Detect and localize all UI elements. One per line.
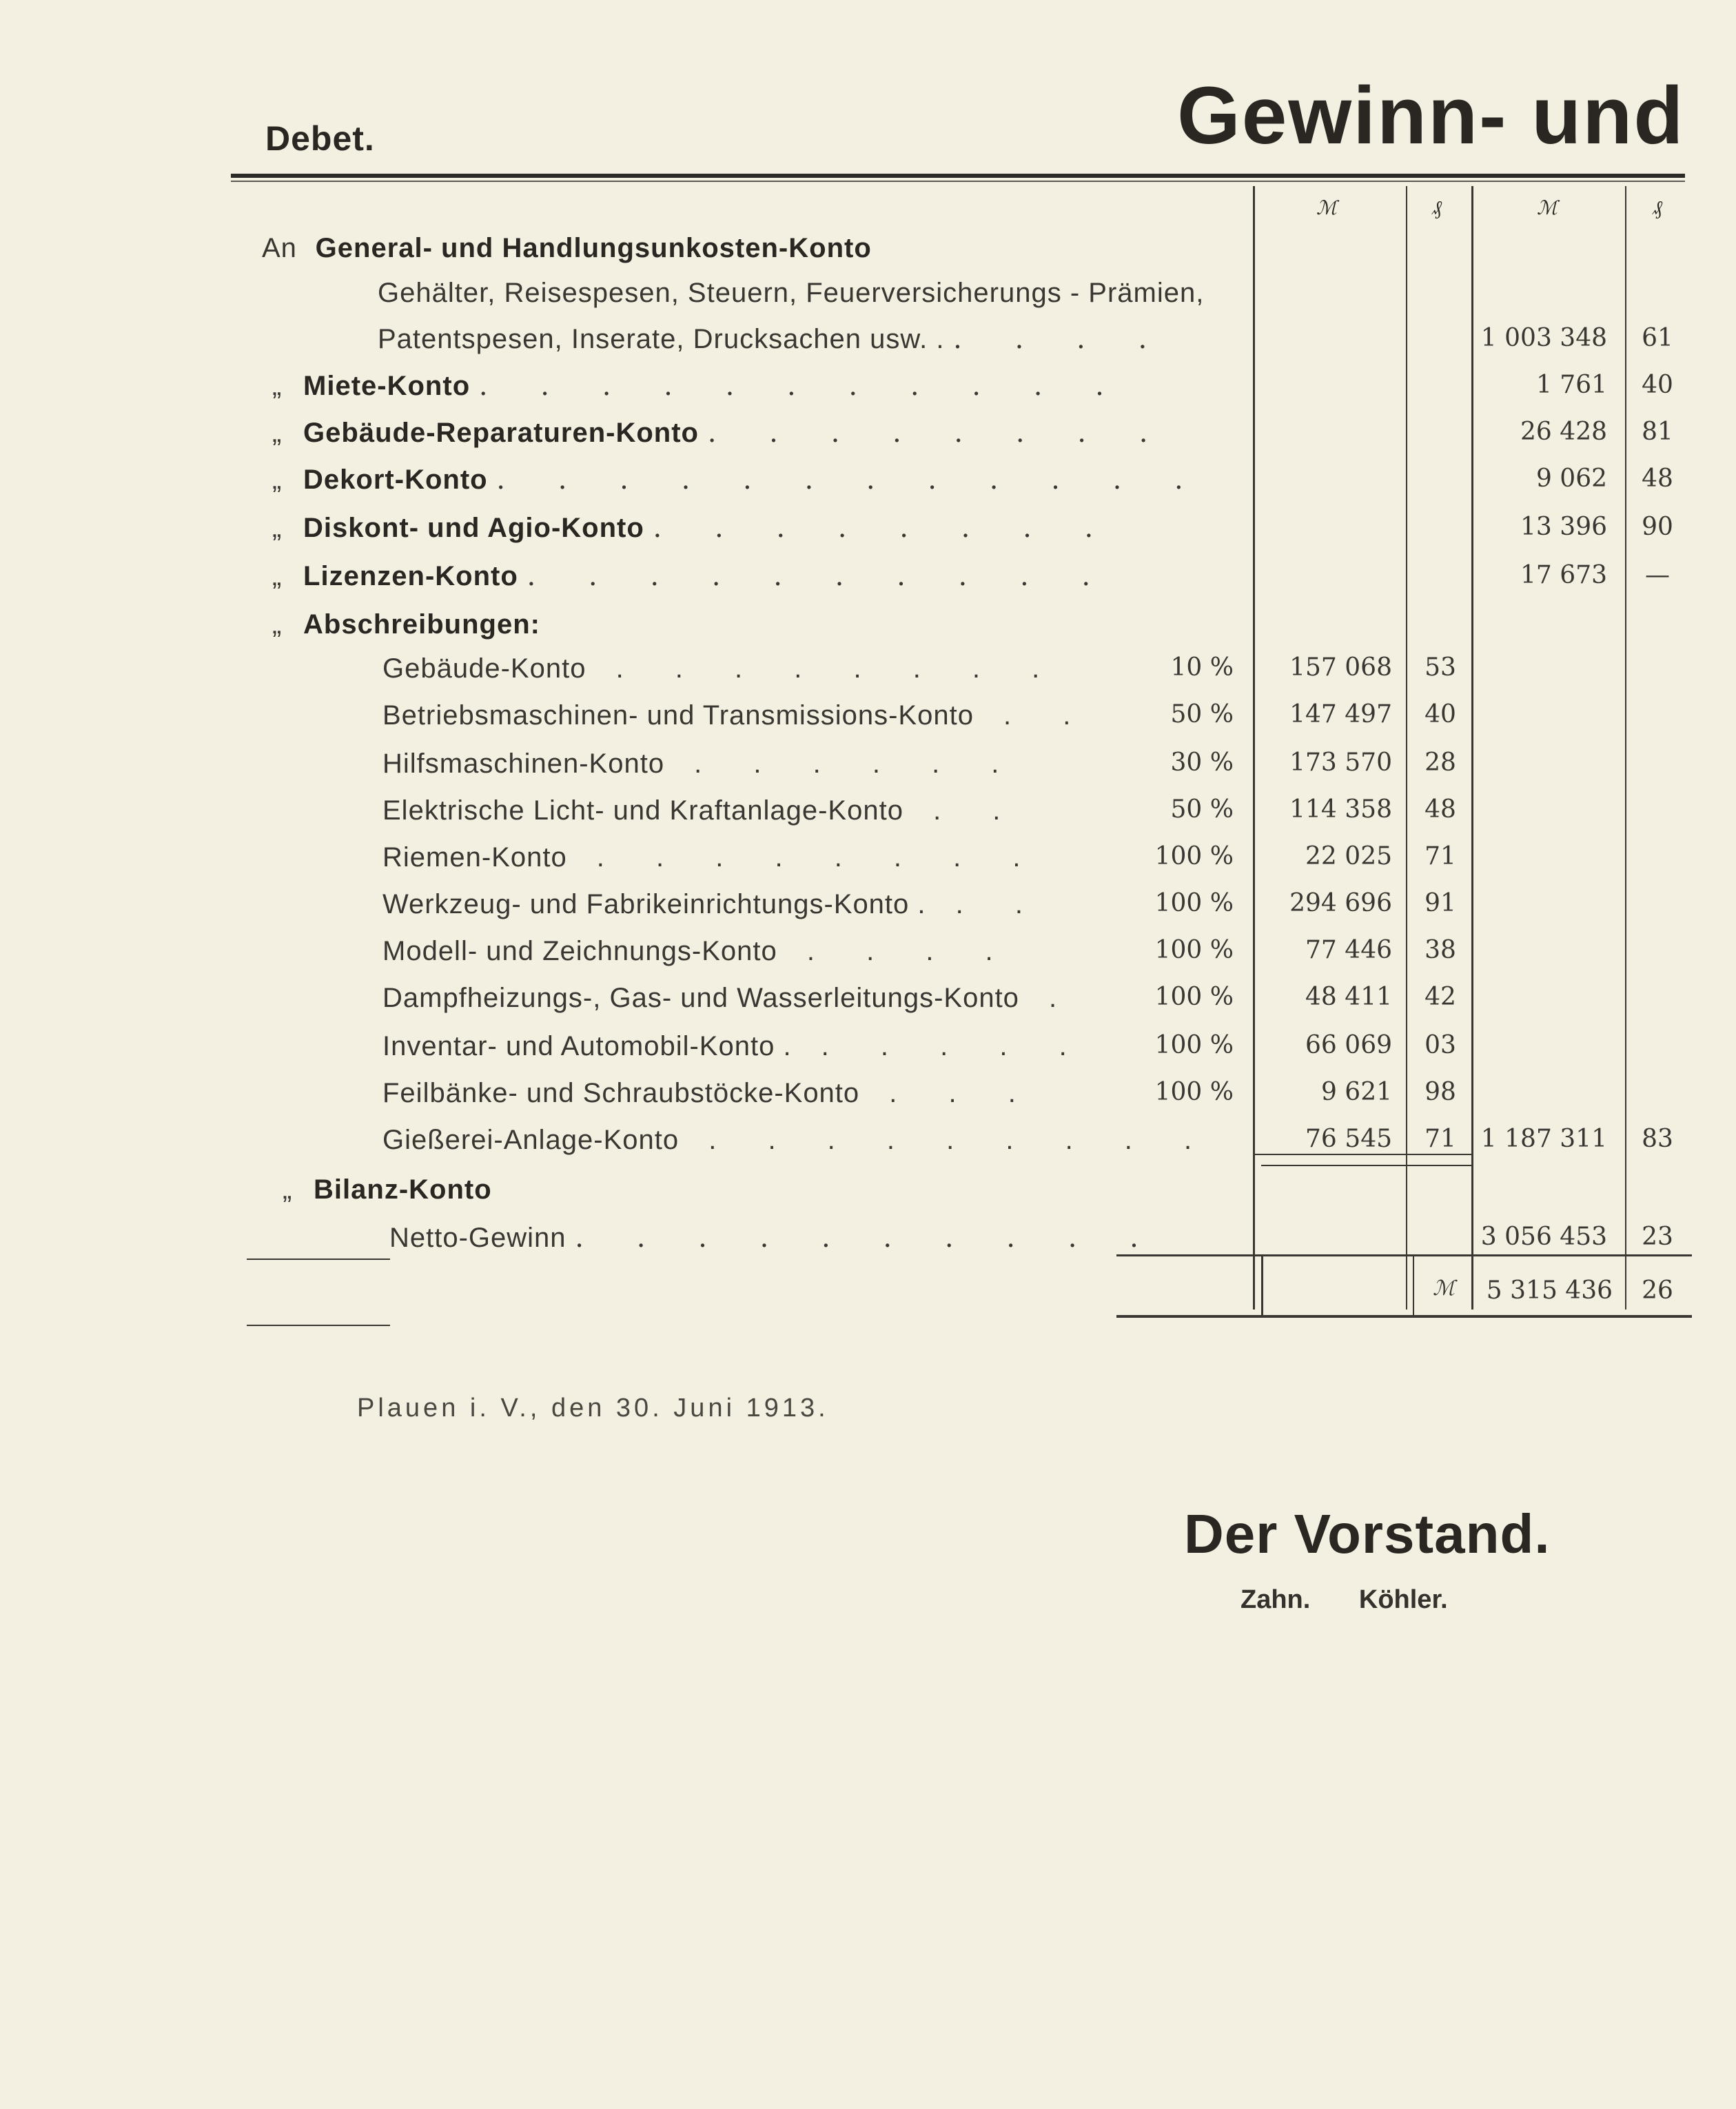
- entry-account: Lizenzen-Konto: [303, 561, 518, 591]
- entry-netto-gewinn: [389, 1217, 1161, 1259]
- dep-pf: 28: [1424, 748, 1456, 777]
- debit-label: Debet.: [265, 119, 375, 158]
- entry-account: General- und Handlungsunkosten-Konto: [315, 233, 872, 263]
- dep-rate: 30 %: [1170, 748, 1234, 777]
- dep-rate: 100 %: [1154, 842, 1234, 870]
- entry-miete: [272, 365, 1126, 407]
- dep-name: [382, 884, 1045, 925]
- entry-account: Abschreibungen:: [303, 609, 540, 640]
- leader-dots: .: [1019, 983, 1079, 1013]
- left-rule-2: [247, 1325, 390, 1326]
- dep-label: Betriebsmaschinen- und Transmissions-Konto: [382, 700, 974, 731]
- pfennig-header-1: ₰: [1432, 196, 1442, 219]
- entry-prefix: „: [272, 465, 283, 495]
- entry-account: Dekort-Konto: [303, 465, 488, 495]
- leader-dots: . . . . . . . .: [653, 512, 1116, 544]
- dep-pf: 71: [1424, 842, 1456, 870]
- col-line-4: [1625, 186, 1626, 1310]
- dep-pf: 91: [1424, 889, 1456, 917]
- mark-header-2: ℳ: [1537, 196, 1558, 219]
- subtotal-rule: [1253, 1154, 1473, 1155]
- dep-label: Elektrische Licht- und Kraftanlage-Konto: [382, 795, 903, 826]
- dep-mark: 76 545: [1305, 1125, 1392, 1153]
- dep-name: [382, 837, 1043, 878]
- depreciation-total-pf: 83: [1642, 1125, 1673, 1153]
- dep-label: Riemen-Konto: [382, 842, 567, 873]
- dep-name: [382, 1072, 1038, 1114]
- total-rule-top: [1116, 1254, 1692, 1256]
- entry-desc: Netto-Gewinn: [389, 1223, 566, 1253]
- grand-total-mark: 5 315 436: [1486, 1276, 1613, 1305]
- dep-mark: 157 068: [1289, 653, 1392, 682]
- entry-general-desc-1: Gehälter, Reisespesen, Steuern, Feuerversicherungs - Prämien,: [378, 278, 1205, 308]
- leader-dots: . . . . . . . . . .: [527, 560, 1113, 592]
- signers: Zahn. Köhler.: [1240, 1585, 1448, 1614]
- dep-rate: 50 %: [1170, 700, 1234, 729]
- dep-pf: 71: [1424, 1125, 1456, 1153]
- left-rule-1: [247, 1259, 390, 1260]
- general-pf: 61: [1642, 324, 1673, 352]
- gebaeude-rep-pf: 81: [1642, 418, 1673, 446]
- dep-mark: 66 069: [1305, 1031, 1392, 1059]
- dep-name: [382, 1026, 1089, 1067]
- entry-bilanz: [283, 1169, 492, 1210]
- dep-pf: 42: [1424, 983, 1456, 1011]
- dep-pf: 38: [1424, 936, 1456, 964]
- dep-rate: 100 %: [1154, 936, 1234, 964]
- entry-desc: Patentspesen, Inserate, Drucksachen usw. .: [378, 324, 945, 354]
- col-line-2: [1406, 186, 1407, 1310]
- dep-name: [382, 648, 1061, 689]
- entry-general: [262, 227, 872, 269]
- leader-dots: . . . . . . . . .: [679, 1125, 1214, 1155]
- entry-account: Bilanz-Konto: [314, 1174, 492, 1205]
- entry-abschreibungen: [272, 604, 540, 645]
- entry-prefix: „: [283, 1174, 293, 1205]
- entry-prefix: „: [272, 561, 283, 591]
- grand-total-currency: ℳ: [1432, 1276, 1456, 1301]
- total-col-line-2: [1413, 1256, 1414, 1315]
- dep-mark: 48 411: [1305, 983, 1392, 1011]
- leader-dots: . .: [903, 795, 1023, 826]
- dep-name: [382, 695, 1092, 736]
- subtotal-rule-2: [1261, 1165, 1471, 1166]
- dep-mark: 9 621: [1320, 1078, 1392, 1106]
- dep-label: Inventar- und Automobil-Konto .: [382, 1031, 792, 1061]
- leader-dots: . . . . . . . . . .: [575, 1222, 1161, 1254]
- leader-dots: . . . . . . . . . . . .: [496, 464, 1205, 496]
- depreciation-total-mark: 1 187 311: [1480, 1125, 1607, 1153]
- board-heading: Der Vorstand.: [1184, 1503, 1551, 1565]
- dep-name: [382, 1119, 1214, 1161]
- dep-name: [382, 743, 1021, 784]
- dep-label: Modell- und Zeichnungs-Konto: [382, 936, 777, 966]
- entry-prefix: „: [272, 371, 283, 401]
- leader-dots: . . .: [859, 1078, 1038, 1108]
- mark-header-1: ℳ: [1316, 196, 1337, 219]
- dep-pf: 98: [1424, 1078, 1456, 1106]
- dep-label: Gebäude-Konto: [382, 653, 586, 684]
- dep-rate: 50 %: [1170, 795, 1234, 824]
- gebaeude-rep-mark: 26 428: [1520, 418, 1607, 446]
- dep-label: Gießerei-Anlage-Konto: [382, 1125, 680, 1155]
- dep-name: [382, 930, 1015, 972]
- lizenzen-pf: —: [1645, 561, 1670, 589]
- dep-mark: 147 497: [1289, 700, 1392, 729]
- col-line-1: [1253, 186, 1255, 1310]
- general-mark: 1 003 348: [1480, 324, 1607, 352]
- leader-dots: . . . .: [953, 323, 1170, 355]
- entry-account: Gebäude-Reparaturen-Konto: [303, 418, 699, 448]
- dep-pf: 40: [1424, 700, 1456, 729]
- dep-mark: 77 446: [1305, 936, 1392, 964]
- entry-general-desc-2: [378, 318, 1169, 360]
- dep-rate: 100 %: [1154, 1031, 1234, 1059]
- leader-dots: . . . .: [777, 936, 1015, 966]
- entry-diskont: [272, 507, 1115, 549]
- leader-dots: . .: [973, 700, 1093, 731]
- leader-dots: . . . . . . . .: [566, 842, 1043, 873]
- dep-label: Feilbänke- und Schraubstöcke-Konto: [382, 1078, 860, 1108]
- dep-pf: 53: [1424, 653, 1456, 682]
- diskont-mark: 13 396: [1520, 513, 1607, 541]
- miete-pf: 40: [1642, 371, 1673, 399]
- place-date: Plauen i. V., den 30. Juni 1913.: [357, 1394, 829, 1423]
- entry-prefix: „: [272, 418, 283, 448]
- leader-dots: . . . . .: [791, 1031, 1089, 1061]
- dep-mark: 294 696: [1289, 889, 1392, 917]
- page-title: Gewinn- und: [1177, 70, 1685, 161]
- dep-label: Hilfsmaschinen-Konto: [382, 748, 665, 779]
- total-col-line-1: [1261, 1256, 1263, 1315]
- col-line-3: [1471, 186, 1473, 1310]
- total-rule-bottom: [1116, 1315, 1692, 1318]
- netto-gewinn-pf: 23: [1642, 1223, 1673, 1251]
- pfennig-header-2: ₰: [1653, 196, 1662, 219]
- dep-pf: 03: [1424, 1031, 1456, 1059]
- top-rule-thin: [231, 181, 1685, 182]
- dep-mark: 173 570: [1289, 748, 1392, 777]
- entry-prefix: An: [262, 233, 297, 263]
- dep-name: [382, 790, 1022, 831]
- entry-prefix: „: [272, 609, 283, 640]
- dekort-mark: 9 062: [1535, 465, 1607, 493]
- entry-lizenzen: [272, 556, 1112, 597]
- entry-account: Miete-Konto: [303, 371, 471, 401]
- dep-rate: 10 %: [1170, 653, 1234, 682]
- netto-gewinn-mark: 3 056 453: [1480, 1223, 1607, 1251]
- dep-label: Werkzeug- und Fabrikeinrichtungs-Konto .: [382, 889, 926, 919]
- top-rule: [231, 174, 1685, 178]
- dep-rate: 100 %: [1154, 889, 1234, 917]
- dep-label: Dampfheizungs-, Gas- und Wasserleitungs-Konto: [382, 983, 1019, 1013]
- diskont-pf: 90: [1642, 513, 1673, 541]
- entry-gebaeude-rep: [272, 412, 1170, 454]
- dep-rate: 100 %: [1154, 1078, 1234, 1106]
- entry-prefix: „: [272, 513, 283, 543]
- leader-dots: . . . . . . . .: [707, 417, 1170, 449]
- entry-dekort: [272, 459, 1205, 500]
- dep-pf: 48: [1424, 795, 1456, 824]
- leader-dots: . . . . . .: [664, 748, 1021, 779]
- dep-mark: 22 025: [1305, 842, 1392, 870]
- grand-total-pf: 26: [1642, 1276, 1673, 1305]
- leader-dots: . . . . . . . . . . .: [478, 370, 1126, 402]
- dep-mark: 114 358: [1289, 795, 1392, 824]
- miete-mark: 1 761: [1535, 371, 1607, 399]
- entry-account: Diskont- und Agio-Konto: [303, 513, 644, 543]
- leader-dots: . .: [926, 889, 1045, 919]
- lizenzen-mark: 17 673: [1520, 561, 1607, 589]
- dep-rate: 100 %: [1154, 983, 1234, 1011]
- dekort-pf: 48: [1642, 465, 1673, 493]
- leader-dots: . . . . . . . .: [586, 653, 1062, 684]
- dep-name: [382, 977, 1079, 1019]
